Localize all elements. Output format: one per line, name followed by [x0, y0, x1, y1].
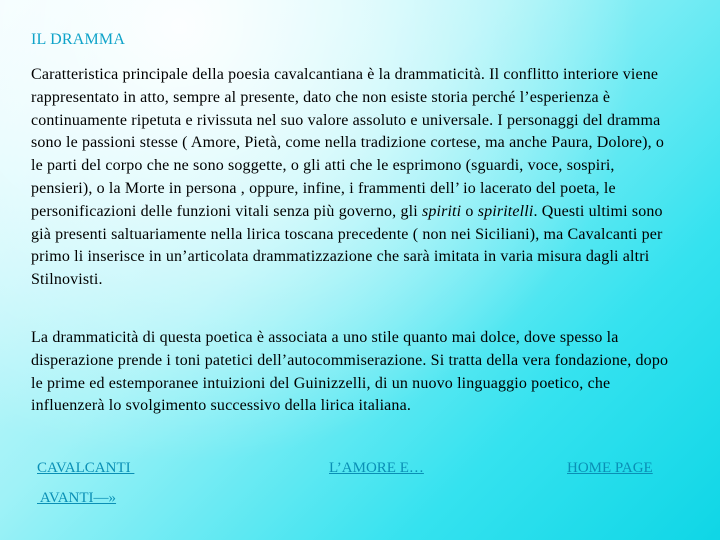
paragraph-dramma — [31, 64, 671, 292]
paragraph-stile: La drammaticità di questa poetica è associata a uno stile quanto mai dolce, dove spesso la disperazione prende i toni patetici dell’autocommiserazione. Si tratta della vera fondazione, dopo le prime ed estemporanee intuizioni del Guinizzelli, di un nuovo linguaggio poetico, che influenzerà lo svolgimento successivo della lirica italiana. — [31, 329, 669, 415]
link-home-page[interactable]: HOME PAGE — [567, 460, 653, 476]
page-title: IL DRAMMA — [31, 31, 126, 48]
link-cavalcanti[interactable]: CAVALCANTI — [37, 460, 135, 476]
paragraph-text-part: Caratteristica principale della poesia cavalcantiana è la drammaticità. Il conflitto interiore viene rappresentato in atto, sempre al presente, dato che non esiste storia perché l’esperienza è continuamente ripetuta e rivissuta nel suo valore assoluto e universale. I personaggi del dramma sono le passioni stesse ( Amore, Pietà, come nella tradizione cortese, ma anche Paura, Dolore), o le parti del corpo che ne sono soggette, o gli atti che le esprimono (sguardi, voce, sospiri, pensieri), o la Morte in persona , oppure, infine, i frammenti dell’ io lacerato del poeta, le personificazioni delle funzioni vitali senza più governo, gli — [31, 66, 665, 220]
italic-term-spiritelli: spiritelli — [477, 202, 534, 220]
link-amore[interactable]: L’AMORE E… — [329, 460, 424, 476]
italic-term-spiriti: spiriti — [421, 202, 462, 220]
paragraph-text-part: . Questi ultimi sono già presenti saltuariamente nella lirica toscana precedente ( non nei Siciliani), ma Cavalcanti per primo li inserisce in un’articolata drammatizzazione che sarà imitata in varia misura dagli altri Stilnovisti. — [31, 202, 663, 289]
navigation-links — [0, 460, 720, 484]
link-avanti[interactable]: AVANTI—» — [37, 490, 117, 506]
paragraph-text-part: o — [461, 202, 478, 220]
